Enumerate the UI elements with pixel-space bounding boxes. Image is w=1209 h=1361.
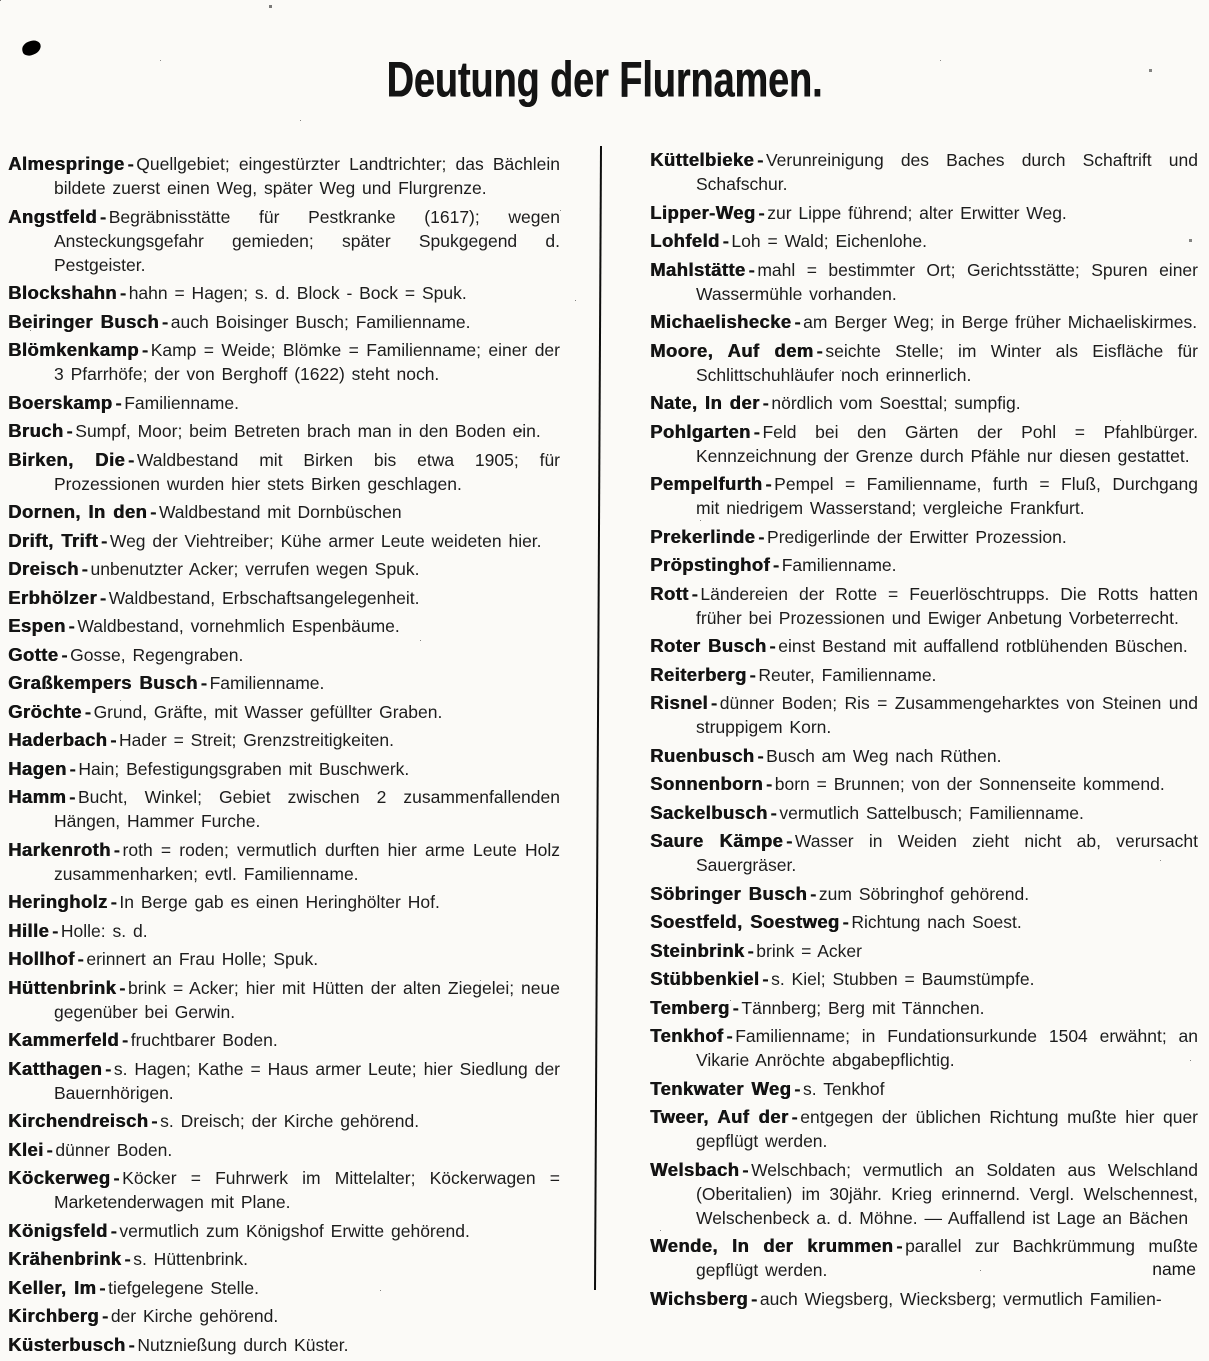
entry-term: Boerskamp xyxy=(8,391,113,413)
glossary-entry xyxy=(650,663,1198,687)
entry-separator: - xyxy=(99,587,106,608)
entry-separator: - xyxy=(200,673,207,693)
glossary-entry xyxy=(8,152,560,200)
entry-term: Söbringer Busch xyxy=(650,882,808,904)
entry-term: Tweer, Auf der xyxy=(650,1106,789,1127)
entry-definition: Nutznießung durch Küster. xyxy=(137,1334,349,1355)
entry-separator: - xyxy=(127,154,134,174)
entry-term: Kirchberg xyxy=(8,1305,99,1326)
entry-term: Mahlstätte xyxy=(650,258,746,280)
entry-separator: - xyxy=(757,150,763,170)
entry-separator: - xyxy=(758,526,765,547)
glossary-entry xyxy=(8,947,560,971)
entry-term: Sonnenborn xyxy=(650,773,763,794)
glossary-entry xyxy=(650,339,1198,387)
glossary-entry xyxy=(8,500,560,524)
entry-separator: - xyxy=(81,559,88,579)
entry-term: Sackelbusch xyxy=(650,801,768,823)
column-divider-rule xyxy=(594,146,602,1290)
entry-definition: Welschbach; vermutlich an Soldaten aus Welschland (Oberitalien) im 30jähr. Krieg erinnernd. Vergl. Welschennest, Welschenbeck a. d. Möhne. — Auffallend ist Lage an Bächen xyxy=(696,1159,1198,1228)
entry-definition: roth = roden; vermutlich durften hier arme Leute Holz zusammenharken; evtl. Familienname. xyxy=(54,839,560,884)
entry-definition: zur Lippe führend; alter Erwitter Weg. xyxy=(767,202,1067,223)
glossary-entry xyxy=(650,967,1198,991)
scan-noise xyxy=(0,0,1,1)
entry-term: Steinbrink xyxy=(650,939,745,961)
glossary-entry xyxy=(8,281,560,305)
entry-term: Bruch xyxy=(8,420,64,441)
glossary-entry xyxy=(8,757,560,781)
glossary-entry xyxy=(8,205,560,277)
entry-definition: In Berge gab es einen Heringhölter Hof. xyxy=(119,892,440,912)
glossary-entry xyxy=(650,996,1198,1020)
entry-separator: - xyxy=(726,1026,733,1046)
glossary-entry xyxy=(8,1028,560,1052)
entry-term: Graßkempers Busch xyxy=(8,672,198,693)
entry-definition: Bucht, Winkel; Gebiet zwischen 2 zusammenfallenden Hängen, Hammer Furche. xyxy=(54,787,560,831)
entry-term: Michaelishecke xyxy=(650,311,792,332)
entry-separator: - xyxy=(722,231,729,251)
entry-definition: Weg der Viehtreiber; Kühe armer Leute weideten hier. xyxy=(109,530,542,551)
entry-term: Pröpstinghof xyxy=(650,554,770,575)
entry-separator: - xyxy=(124,1249,131,1269)
glossary-entry xyxy=(8,529,560,553)
entry-definition: Tännberg; Berg mit Tännchen. xyxy=(741,997,985,1018)
entry-term: Reiterberg xyxy=(650,663,747,685)
entry-term: Tenkhof xyxy=(650,1025,724,1046)
entry-separator: - xyxy=(101,530,107,551)
entry-definition: hahn = Hagen; s. d. Block - Bock = Spuk. xyxy=(128,283,467,303)
entry-definition: s. Hagen; Kathe = Haus armer Leute; hier Siedlung der Bauernhörigen. xyxy=(54,1058,560,1103)
glossary-entry xyxy=(8,643,560,667)
glossary-entry xyxy=(650,910,1198,934)
entry-definition: mahl = bestimmter Ort; Gerichtsstätte; Spuren einer Wassermühle vorhanden. xyxy=(696,259,1198,304)
entry-term: Roter Busch xyxy=(650,635,767,656)
entry-definition: Reuter, Familienname. xyxy=(758,664,937,685)
entry-separator: - xyxy=(110,1220,117,1241)
entry-term: Saure Kämpe xyxy=(650,830,784,851)
glossary-entry xyxy=(8,1109,560,1133)
entry-definition: brink = Acker; hier mit Hütten der alten Ziegelei; neue gegenüber bei Gerwin. xyxy=(54,977,560,1022)
entry-term: Rott xyxy=(650,582,689,604)
glossary-entry xyxy=(8,1166,560,1214)
entry-separator: - xyxy=(69,787,75,807)
entry-separator: - xyxy=(121,1030,128,1050)
entry-definition: Familienname. xyxy=(124,392,239,413)
entry-definition: Richtung nach Soest. xyxy=(851,912,1022,932)
entry-definition: zum Söbringhof gehörend. xyxy=(818,883,1030,904)
glossary-entry xyxy=(650,472,1198,520)
entry-separator: - xyxy=(141,340,148,360)
entry-term: Drift, Trift xyxy=(8,529,99,551)
entry-separator: - xyxy=(742,1159,749,1180)
entry-definition: s. Dreisch; der Kirche gehörend. xyxy=(160,1111,420,1131)
glossary-entry xyxy=(8,1138,560,1162)
glossary-entry xyxy=(8,310,560,334)
entry-term: Beiringer Busch xyxy=(8,310,159,332)
entry-term: Dreisch xyxy=(8,558,79,579)
glossary-column-left xyxy=(8,152,560,1361)
entry-separator: - xyxy=(52,920,58,941)
entry-term: Temberg xyxy=(650,996,730,1018)
glossary-entry xyxy=(8,919,560,943)
glossary-entry xyxy=(8,586,560,610)
entry-separator: - xyxy=(110,892,117,912)
glossary-entry xyxy=(650,634,1198,658)
entry-term: Königsfeld xyxy=(8,1219,108,1241)
glossary-entry xyxy=(8,671,560,695)
glossary-entry xyxy=(8,1057,560,1105)
entry-separator: - xyxy=(769,636,776,656)
entry-term: Kirchendreisch xyxy=(8,1110,149,1131)
glossary-entry xyxy=(8,700,560,724)
entry-separator: - xyxy=(770,802,777,823)
glossary-entry xyxy=(650,772,1198,796)
entry-separator: - xyxy=(794,312,801,332)
entry-term: Birken, Die xyxy=(8,448,126,470)
entry-term: Dornen, In den xyxy=(8,501,148,522)
entry-term: Hagen xyxy=(8,757,67,779)
entry-term: Heringholz xyxy=(8,891,108,912)
entry-term: Hüttenbrink xyxy=(8,976,117,998)
entry-separator: - xyxy=(762,969,769,989)
entry-definition: Sumpf, Moor; beim Betreten brach man in den Boden ein. xyxy=(75,421,541,441)
glossary-entry xyxy=(8,1333,560,1357)
glossary-entry xyxy=(650,882,1198,906)
glossary-entry xyxy=(8,557,560,581)
entry-separator: - xyxy=(84,701,91,722)
entry-definition: nördlich vom Soesttal; sumpfig. xyxy=(771,393,1021,413)
glossary-entry xyxy=(8,838,560,886)
glossary-entry xyxy=(8,391,560,415)
glossary-entry xyxy=(650,582,1198,630)
glossary-entry xyxy=(8,614,560,638)
entry-separator: - xyxy=(710,693,717,713)
entry-definition: vermutlich Sattelbusch; Familienname. xyxy=(779,802,1084,823)
entry-definition: Busch am Weg nach Rüthen. xyxy=(766,745,1002,766)
entry-separator: - xyxy=(151,1111,158,1131)
entry-term: Kammerfeld xyxy=(8,1029,119,1050)
entry-definition: Waldbestand, vornehmlich Espenbäume. xyxy=(77,616,400,636)
entry-definition: Wasser in Weiden zieht nicht ab, verursacht Sauergräser. xyxy=(696,831,1198,875)
entry-definition: auch Wiegsberg, Wiecksberg; vermutlich Familien- xyxy=(759,1288,1162,1309)
glossary-entry xyxy=(8,448,560,496)
entry-definition: Hader = Streit; Grenzstreitigkeiten. xyxy=(119,730,394,750)
glossary-entry xyxy=(650,201,1198,225)
entry-term: Wende, In der krummen xyxy=(650,1235,894,1256)
entry-term: Angstfeld xyxy=(8,205,97,227)
entry-separator: - xyxy=(69,758,76,779)
entry-definition: Familienname. xyxy=(781,555,897,575)
entry-separator: - xyxy=(691,583,698,604)
glossary-entry xyxy=(650,420,1198,468)
entry-term: Lohfeld xyxy=(650,230,720,251)
entry-term: Hamm xyxy=(8,786,67,807)
entry-definition: unbenutzter Acker; verrufen wegen Spuk. xyxy=(90,559,420,579)
entry-separator: - xyxy=(772,555,779,575)
entry-term: Nate, In der xyxy=(650,392,760,413)
entry-separator: - xyxy=(150,502,156,522)
entry-separator: - xyxy=(732,997,739,1018)
glossary-entry xyxy=(650,1234,1198,1282)
entry-definition: Quellgebiet; eingestürzter Landtrichter; das Bächlein bildete zuerst einen Weg, später Weg und Flurgrenze. xyxy=(54,154,560,198)
entry-definition: Familienname; in Fundationsurkunde 1504 erwähnt; an Vikarie Anröchte abgabepflichtig. xyxy=(696,1026,1198,1070)
entry-definition: Waldbestand, Erbschaftsangelegenheit. xyxy=(108,587,420,608)
entry-definition: der Kirche gehörend. xyxy=(110,1306,279,1326)
entry-separator: - xyxy=(119,283,126,303)
entry-separator: - xyxy=(128,449,134,470)
entry-definition: Köcker = Fuhrwerk im Mittelalter; Köckerwagen = Marketenderwagen mit Plane. xyxy=(54,1168,560,1212)
entry-definition: fruchtbarer Boden. xyxy=(130,1030,278,1050)
entry-definition: Ländereien der Rotte = Feuerlöschtrupps. Die Rotts hatten früher bei Prozessionen und Ewiger Anbetung Vorbeterrecht. xyxy=(696,583,1198,628)
entry-definition: auch Boisinger Busch; Familienname. xyxy=(170,311,471,332)
entry-term: Pohlgarten xyxy=(650,420,751,442)
entry-term: Hille xyxy=(8,919,50,941)
entry-definition: entgegen der üblichen Richtung mußte hier quer gepflügt werden. xyxy=(696,1107,1198,1151)
entry-definition: Begräbnisstätte für Pestkranke (1617); wegen Ansteckungsgefahr gemieden; später Spukgegend d. Pestgeister. xyxy=(54,206,560,275)
entry-separator: - xyxy=(61,644,68,665)
entry-separator: - xyxy=(816,340,823,361)
entry-separator: - xyxy=(786,831,792,851)
entry-definition: s. Hüttenbrink. xyxy=(133,1249,249,1269)
entry-term: Risnel xyxy=(650,692,708,713)
entry-separator: - xyxy=(113,839,120,860)
entry-definition: Gosse, Regengraben. xyxy=(70,644,244,665)
entry-separator: - xyxy=(99,206,106,227)
entry-term: Wichsberg xyxy=(650,1287,749,1309)
entry-definition: Pempel = Familienname, furth = Fluß, Durchgang mit niedrigem Wasserstand; vergleiche Frankfurt. xyxy=(696,474,1198,518)
entry-term: Küttelbieke xyxy=(650,149,755,170)
entry-definition: Waldbestand mit Dornbüschen xyxy=(158,502,402,522)
entry-term: Harkenroth xyxy=(8,838,111,860)
entry-definition: Kamp = Weide; Blömke = Familienname; einer der 3 Pfarrhöfe; der von Berghoff (1622) steht noch. xyxy=(54,340,560,384)
entry-term: Haderbach xyxy=(8,729,108,750)
ink-blot xyxy=(21,39,43,57)
entry-definition: Verunreinigung des Baches durch Schaftrift und Schafschur. xyxy=(696,150,1198,194)
entry-definition: Loh = Wald; Eichenlohe. xyxy=(731,231,927,251)
glossary-entry xyxy=(650,1105,1198,1153)
entry-term: Blömkenkamp xyxy=(8,339,139,360)
entry-definition: Hain; Befestigungsgraben mit Buschwerk. xyxy=(78,758,410,779)
entry-separator: - xyxy=(758,202,765,223)
glossary-entry xyxy=(650,258,1198,306)
entry-separator: - xyxy=(896,1236,903,1256)
glossary-entry xyxy=(8,728,560,752)
glossary-entry xyxy=(650,1077,1198,1101)
entry-separator: - xyxy=(101,1306,108,1326)
entry-term: Pempelfurth xyxy=(650,473,763,494)
entry-definition: s. Tenkhof xyxy=(803,1078,885,1099)
page-title: Deutung der Flurnamen. xyxy=(386,50,823,108)
entry-separator: - xyxy=(66,421,73,441)
entry-separator: - xyxy=(765,774,772,794)
glossary-entry xyxy=(8,785,560,833)
entry-definition: Predigerlinde der Erwitter Prozession. xyxy=(767,526,1067,547)
stray-word: name xyxy=(1152,1259,1196,1279)
entry-definition: Grund, Gräfte, mit Wasser gefüllter Graben. xyxy=(93,701,443,722)
entry-separator: - xyxy=(810,883,816,904)
entry-separator: - xyxy=(128,1334,135,1355)
entry-separator: - xyxy=(110,730,117,750)
entry-term: Almespringe xyxy=(8,153,125,174)
entry-separator: - xyxy=(99,1277,106,1298)
entry-separator: - xyxy=(113,1168,120,1188)
entry-term: Welsbach xyxy=(650,1158,740,1180)
entry-term: Klei xyxy=(8,1138,44,1160)
entry-separator: - xyxy=(747,940,754,961)
glossary-entry xyxy=(650,148,1198,196)
glossary-entry xyxy=(650,525,1198,549)
glossary-column-right xyxy=(650,148,1198,1315)
glossary-entry xyxy=(650,939,1198,963)
glossary-entry xyxy=(650,229,1198,253)
entry-separator: - xyxy=(119,977,126,998)
entry-separator: - xyxy=(749,664,756,685)
entry-term: Tenkwater Weg xyxy=(650,1077,792,1099)
entry-term: Blockshahn xyxy=(8,282,117,303)
entry-definition: parallel zur Bachkrümmung mußte gepflügt werden. xyxy=(696,1236,1198,1280)
entry-definition: seichte Stelle; im Winter als Eisfläche für Schlittschuhläufer noch erinnerlich. xyxy=(696,340,1198,385)
entry-separator: - xyxy=(105,1058,111,1079)
glossary-entry xyxy=(650,310,1198,334)
glossary-entry xyxy=(650,1158,1198,1230)
entry-separator: - xyxy=(115,392,122,413)
entry-term: Gröchte xyxy=(8,700,82,722)
glossary-entry xyxy=(650,391,1198,415)
entry-definition: einst Bestand mit auffallend rotblühenden Büschen. xyxy=(778,636,1188,656)
entry-term: Soestfeld, Soestweg xyxy=(650,911,840,932)
entry-definition: Waldbestand mit Birken bis etwa 1905; für Prozessionen wurden hier stets Birken geschlagen. xyxy=(54,449,560,494)
glossary-entry xyxy=(8,976,560,1024)
entry-definition: Feld bei den Gärten der Pohl = Pfahlbürger. Kennzeichnung der Grenze durch Pfähle nur diesen gestattet. xyxy=(696,421,1198,466)
entry-separator: - xyxy=(46,1139,53,1160)
entry-separator: - xyxy=(757,745,764,766)
entry-term: Espen xyxy=(8,615,66,636)
entry-term: Gotte xyxy=(8,643,59,665)
entry-term: Krähenbrink xyxy=(8,1248,122,1269)
glossary-entry xyxy=(8,890,560,914)
entry-separator: - xyxy=(161,311,168,332)
entry-term: Küsterbusch xyxy=(8,1333,126,1355)
entry-definition: brink = Acker xyxy=(756,940,862,961)
entry-term: Katthagen xyxy=(8,1057,103,1079)
entry-separator: - xyxy=(842,912,849,932)
glossary-entry xyxy=(650,1024,1198,1072)
entry-definition: born = Brunnen; von der Sonnenseite kommend. xyxy=(774,774,1165,794)
glossary-entry xyxy=(650,744,1198,768)
entry-separator: - xyxy=(748,259,755,280)
entry-separator: - xyxy=(68,616,75,636)
entry-term: Keller, Im xyxy=(8,1276,97,1298)
entry-definition: dünner Boden. xyxy=(55,1139,173,1160)
entry-term: Hollhof xyxy=(8,948,75,969)
glossary-entry xyxy=(8,419,560,443)
glossary-entry xyxy=(8,1276,560,1300)
entry-separator: - xyxy=(751,1288,757,1309)
glossary-entry xyxy=(650,691,1198,739)
entry-term: Prekerlinde xyxy=(650,525,756,547)
glossary-entry xyxy=(8,338,560,386)
entry-separator: - xyxy=(762,393,769,413)
entry-definition: Holle: s. d. xyxy=(60,920,148,941)
entry-definition: s. Kiel; Stubben = Baumstümpfe. xyxy=(771,969,1035,989)
glossary-entry xyxy=(650,829,1198,877)
entry-term: Lipper-Weg xyxy=(650,201,756,223)
glossary-entry xyxy=(650,553,1198,577)
glossary-entry xyxy=(8,1219,560,1243)
entry-separator: - xyxy=(77,949,84,969)
entry-separator: - xyxy=(794,1078,801,1099)
entry-definition: Familienname. xyxy=(209,673,325,693)
entry-definition: erinnert an Frau Holle; Spuk. xyxy=(86,949,319,969)
entry-definition: am Berger Weg; in Berge früher Michaeliskirmes. xyxy=(803,312,1198,332)
entry-separator: - xyxy=(791,1107,798,1127)
glossary-entry xyxy=(650,801,1198,825)
entry-definition: dünner Boden; Ris = Zusammengeharktes von Steinen und struppigem Korn. xyxy=(696,693,1198,737)
entry-term: Köckerweg xyxy=(8,1167,111,1188)
glossary-entry xyxy=(8,1304,560,1328)
entry-definition: tiefgelegene Stelle. xyxy=(108,1277,259,1298)
entry-separator: - xyxy=(765,474,772,494)
entry-term: Moore, Auf dem xyxy=(650,339,814,361)
entry-definition: vermutlich zum Königshof Erwitte gehörend. xyxy=(119,1220,470,1241)
entry-term: Erbhölzer xyxy=(8,586,97,608)
entry-term: Stübbenkiel xyxy=(650,968,760,989)
entry-term: Ruenbusch xyxy=(650,744,755,766)
glossary-entry xyxy=(8,1247,560,1271)
entry-separator: - xyxy=(753,421,760,442)
